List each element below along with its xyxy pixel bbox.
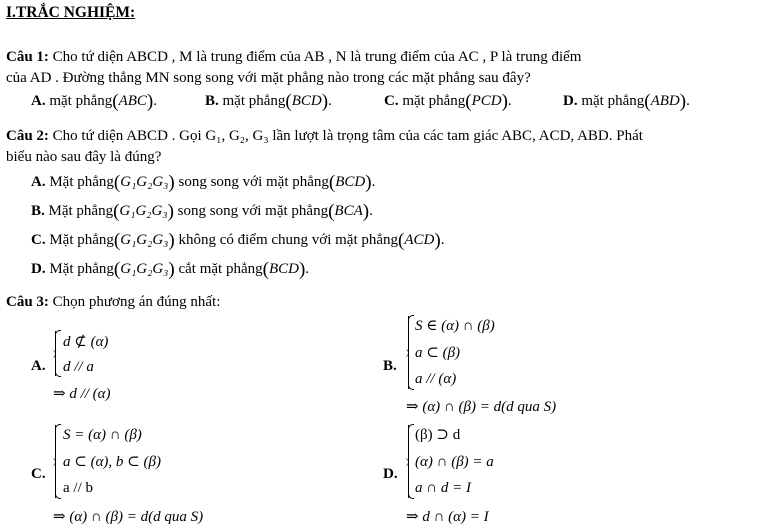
q1-stem-2: của AD . Đường thẳng MN song song với mặt phẳng nào trong các mặt phẳng sau đây? (6, 70, 531, 86)
q1-line1 (6, 48, 581, 66)
q3-c-line-1: S = (α) ∩ (β) (63, 427, 142, 443)
q3-d-line-1: (β) ⊃ d (415, 427, 461, 443)
q3-option-d-brace (408, 425, 414, 498)
q3-c-line-2: a ⊂ (α), b ⊂ (β) (63, 454, 161, 470)
q3-option-a-key[interactable]: A. (31, 358, 46, 374)
q3-b-line-2: a ⊂ (β) (415, 345, 461, 361)
q2-stem-1: Cho tứ diện ABCD . Gọi G₁, G₂, G₃ lần lượt là trọng tâm của các tam giác ABC, ACD, ABD. Phát (52, 128, 643, 144)
q3-b-line-3: a // (α) (415, 371, 457, 387)
q3-prompt: Chọn phương án đúng nhất: (52, 294, 221, 310)
q1-option-a[interactable]: A. mặt phẳng(ABC). (31, 91, 157, 112)
q2-option-b[interactable]: B. Mặt phẳng(G₁G₂G₃) song song với mặt phẳng(BCA). (31, 201, 373, 222)
q3-line1 (6, 293, 220, 311)
q3-option-c-brace (55, 425, 61, 498)
q2-stem-2: biểu nào sau đây là đúng? (6, 149, 162, 165)
q3-d-line-3: a ∩ d = I (415, 480, 471, 496)
q2-option-a[interactable]: A. Mặt phẳng(G₁G₂G₃) song song với mặt phẳng(BCD). (31, 172, 376, 193)
q3-option-b-key[interactable]: B. (383, 358, 397, 374)
q2-option-c[interactable]: C. Mặt phẳng(G₁G₂G₃) không có điểm chung với mặt phẳng(ACD). (31, 230, 445, 251)
q3-c-line-3: a // b (63, 480, 93, 496)
q3-d-line-2: (α) ∩ (β) = a (415, 454, 494, 470)
q3-c-result: ⇒ (α) ∩ (β) = d(d qua S) (53, 509, 204, 525)
section-title: I.TRẮC NGHIỆM: (6, 4, 136, 21)
q3-option-b-brace (408, 316, 414, 389)
q1-stem-1: Cho tứ diện ABCD , M là trung điểm của AB , N là trung điểm của AC , P là trung điểm (52, 49, 582, 65)
q3-a-result: ⇒ d // (α) (53, 386, 111, 402)
q3-option-c-key[interactable]: C. (31, 466, 46, 482)
q1-option-d[interactable]: D. mặt phẳng(ABD). (563, 91, 690, 112)
q3-b-result: ⇒ (α) ∩ (β) = d(d qua S) (406, 399, 557, 415)
q3-a-line-2: d // a (63, 359, 94, 375)
q1-label: Câu 1: (6, 49, 49, 65)
q3-a-line-1: d ⊄ (α) (63, 334, 109, 350)
q3-d-result: ⇒ d ∩ (α) = I (406, 509, 489, 525)
q2-line1 (6, 127, 643, 145)
q3-option-d-key[interactable]: D. (383, 466, 398, 482)
q2-option-d[interactable]: D. Mặt phẳng(G₁G₂G₃) cắt mặt phẳng(BCD). (31, 259, 310, 280)
q3-b-line-1: S ∈ (α) ∩ (β) (415, 318, 495, 334)
q1-option-c[interactable]: C. mặt phẳng(PCD). (384, 91, 512, 112)
q3-label: Câu 3: (6, 294, 49, 310)
q3-option-a-brace (55, 331, 61, 376)
q2-label: Câu 2: (6, 128, 49, 144)
q1-option-b[interactable]: B. mặt phẳng(BCD). (205, 91, 332, 112)
